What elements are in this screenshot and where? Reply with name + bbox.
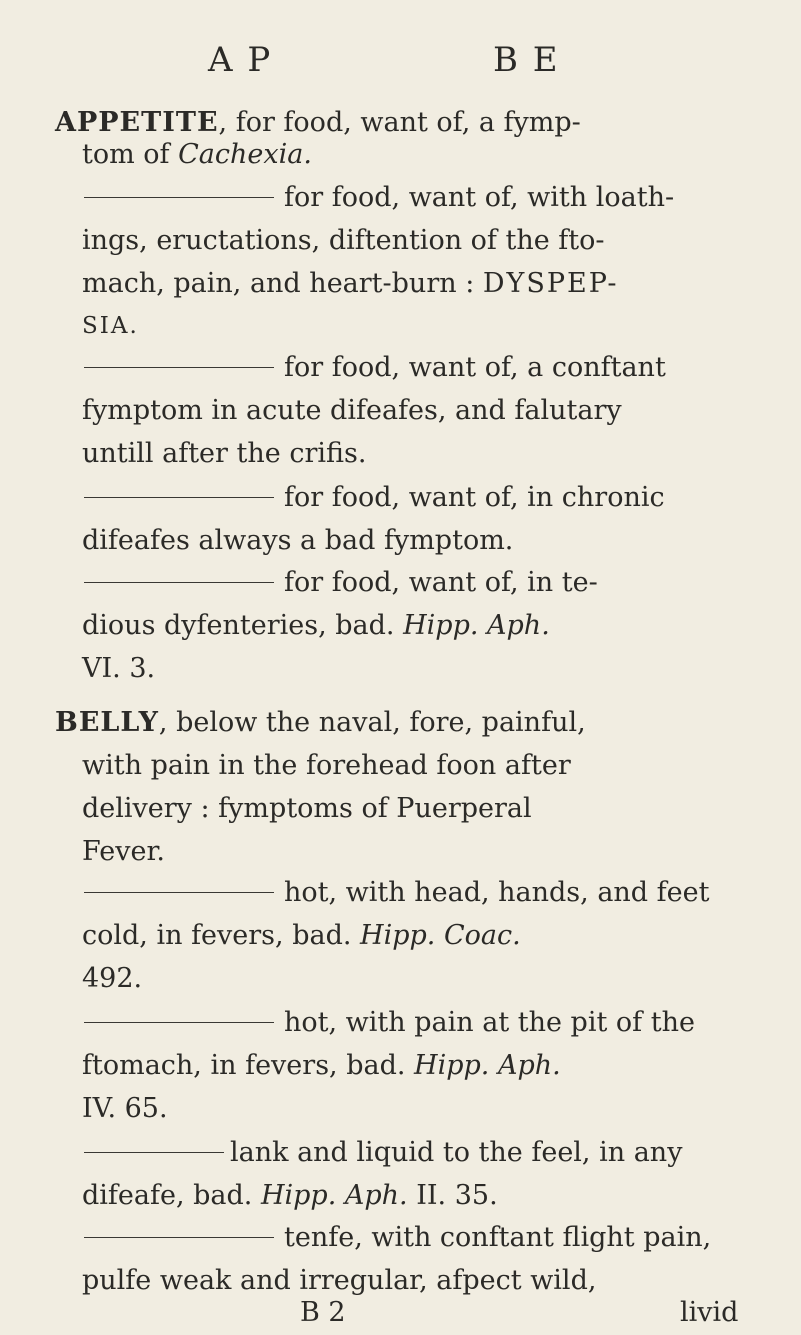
- entry-text: for food, want of, in chronic: [284, 482, 665, 513]
- entry-text: mach, pain, and heart-burn :: [82, 268, 483, 299]
- entry-line: [82, 132, 312, 177]
- entry-citation-number: IV. 65.: [82, 1093, 168, 1124]
- headword: BELLY: [55, 707, 159, 738]
- repeat-dash: [84, 497, 274, 498]
- entry-text: Fever.: [82, 836, 165, 867]
- headword: APPETITE: [55, 107, 219, 138]
- entry-text: untill after the crifis.: [82, 438, 367, 469]
- running-head-left: A P: [208, 40, 273, 80]
- repeat-dash: [84, 197, 274, 198]
- repeat-dash: [84, 892, 274, 893]
- entry-smallcaps-term: SIA.: [82, 313, 139, 339]
- entry-text: for food, want of, with loath-: [284, 182, 675, 213]
- entry-text: ftomach, in fevers, bad.: [82, 1050, 415, 1081]
- entry-text: ings, eructations, diftention of the fto-: [82, 225, 605, 256]
- entry-text: delivery : fymptoms of Puerperal: [82, 793, 532, 824]
- signature-mark: B 2: [300, 1297, 346, 1328]
- running-head: [0, 40, 801, 90]
- entry-text: for food, want of, in te-: [284, 567, 598, 598]
- entry-text: difeafes always a bad fymptom.: [82, 525, 514, 556]
- entry-line: [82, 913, 521, 958]
- entry-citation: Hipp. Aph.: [414, 1050, 561, 1081]
- running-head-right: B E: [493, 40, 560, 80]
- entry-line: [82, 261, 619, 306]
- repeat-dash: [84, 1237, 274, 1238]
- entry-citation-number: II. 35.: [407, 1180, 498, 1211]
- repeat-dash: [84, 1152, 224, 1153]
- entry-text: pulfe weak and irregular, afpect wild,: [82, 1265, 597, 1296]
- entry-text: hot, with pain at the pit of the: [284, 1007, 695, 1038]
- entry-text: cold, in fevers, bad.: [82, 920, 361, 951]
- entry-text: with pain in the forehead foon after: [82, 750, 571, 781]
- entry-text: dious dyfenteries, bad.: [82, 610, 404, 641]
- entry-text: for food, want of, a conftant: [284, 352, 666, 383]
- entry-text: , for food, want of, a fymp-: [218, 107, 581, 138]
- entry-text: tom of: [82, 139, 179, 170]
- entry-citation-number: VI. 3.: [82, 653, 156, 684]
- entry-smallcaps-term: DYSPEP-: [482, 268, 619, 299]
- entry-text: tenfe, with conftant flight pain,: [284, 1222, 712, 1253]
- entry-line: [82, 1043, 561, 1088]
- entry-citation: Hipp. Aph.: [260, 1180, 408, 1211]
- entry-text: , below the naval, fore, painful,: [158, 707, 586, 738]
- entry-text: fymptom in acute difeafes, and falutary: [82, 395, 622, 426]
- catchword: livid: [680, 1297, 739, 1328]
- entry-text: difeafe, bad.: [82, 1180, 261, 1211]
- entry-line: [82, 603, 550, 648]
- entry-citation: Hipp. Coac.: [360, 920, 521, 951]
- entry-line: [82, 1173, 498, 1218]
- entry-text: lank and liquid to the feel, in any: [230, 1137, 683, 1168]
- entry-citation-number: 492.: [82, 963, 143, 994]
- repeat-dash: [84, 367, 274, 368]
- entry-citation: Hipp. Aph.: [403, 610, 550, 641]
- entry-text: hot, with head, hands, and feet: [284, 877, 710, 908]
- repeat-dash: [84, 582, 274, 583]
- repeat-dash: [84, 1022, 274, 1023]
- entry-italic-term: Cachexia.: [178, 139, 312, 170]
- entry-line: [55, 700, 586, 745]
